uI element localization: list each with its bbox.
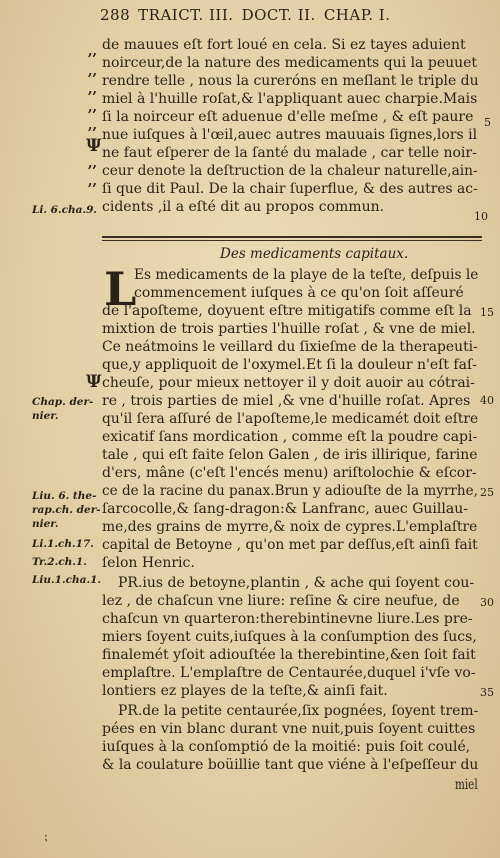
text-line: noirceur,de la nature des medicaments qui la peuuet (102, 55, 478, 71)
quote-mark: ,, (88, 64, 98, 79)
text-line: Es medicaments de la playe de la teſte, deſpuis le (134, 267, 479, 283)
margin-reference: Li. 6.cha.9. (32, 204, 98, 216)
text-line: PR.de la petite centaurée,ſix pognées, ſoyent trem- (118, 703, 479, 719)
text-line: lez , de chaſcun vne liure: reſine & cire neufue, de (102, 593, 460, 609)
page-number: 288 (100, 6, 131, 24)
margin-mark: 5 (484, 116, 491, 129)
quote-mark: ,, (88, 118, 98, 133)
text-line: ce de la racine du panax.Brun y adiouſte de la myrrhe, (102, 483, 478, 499)
line-number: 35 (480, 686, 494, 699)
catchword: miel (455, 777, 478, 793)
section-rule (102, 240, 482, 241)
header-traict: TRAICT. III. (138, 6, 234, 24)
quote-mark: ,, (88, 174, 98, 189)
margin-reference: Tr.2.ch.1. (32, 556, 87, 568)
quote-mark: ,, (88, 100, 98, 115)
margin-reference: Liu. 6. the- (32, 490, 97, 502)
text-line: ſelon Henric. (102, 555, 195, 571)
text-line: miers ſoyent cuits,iuſques à la conſumption des ſucs, (102, 629, 477, 645)
text-line: PR.ius de betoyne,plantin , & ache qui ſoyent cou- (118, 575, 475, 591)
drop-capital: L (104, 262, 137, 316)
section-title: Des medicaments capitaux. (220, 246, 409, 262)
paragraph-mark-icon: Ψ (86, 136, 102, 156)
text-line: ſi la noirceur eſt aduenue d'elle meſme , & eſt paure (102, 109, 474, 125)
margin-reference: rap.ch. der- (32, 504, 101, 516)
paragraph-mark-icon: Ψ (86, 372, 102, 392)
text-line: Ce neátmoins le veillard du ſixieſme de la therapeuti- (102, 339, 478, 355)
text-line: nue iuſques à l'œil,auec autres mauuais ſignes,lors il (102, 127, 478, 143)
header-doct: DOCT. II. (241, 6, 316, 24)
text-line: iuſques à la conſomptió de la moitié: puis ſoit coulé, (102, 739, 471, 755)
section-rule (102, 236, 482, 238)
line-number: 30 (480, 596, 494, 609)
text-line: finalemét yſoit adiouſtée la therebintine,&en ſoit fait (102, 647, 476, 663)
text-line: qu'il ſera aſſuré de l'apoſteme,le medicamét doit eſtre (102, 411, 479, 427)
line-number: 25 (480, 486, 494, 499)
text-line: mixtion de trois parties l'huille roſat , & vne de miel. (102, 321, 476, 337)
running-header (100, 6, 490, 28)
text-line: cidents ,il a eſté dit au propos commun. (102, 199, 385, 215)
text-line: me,des grains de myrre,& noix de cypres.L'emplaſtre (102, 519, 478, 535)
quote-mark: ,, (88, 156, 98, 171)
quote-mark: ,, (88, 44, 98, 59)
text-line: ne faut eſperer de la ſanté du malade , car telle noir- (102, 145, 477, 161)
margin-reference: Liu.1.cha.1. (32, 574, 102, 586)
text-line: tale , qui eſt faite ſelon Galen , de iris illirique, farine (102, 447, 478, 463)
text-line: ſarcocolle,& ſang-dragon:& Lanfranc, auec Guillau- (102, 501, 468, 517)
text-line: exicatif ſans mordication , comme eſt la poudre capi- (102, 429, 478, 445)
text-line: de mauues eſt fort loué en cela. Si ez tayes aduient (102, 37, 466, 53)
text-line: d'ers, mâne (c'eſt l'encés menu) ariſtolochie & eſcor- (102, 465, 477, 481)
margin-reference: nier. (32, 518, 59, 530)
line-number: 10 (474, 210, 488, 223)
margin-reference: nier. (32, 410, 59, 422)
text-line: pées en vin blanc durant vne nuit,puis ſoyent cuittes (102, 721, 476, 737)
header-chap: CHAP. I. (323, 6, 391, 24)
line-number: 15 (480, 306, 494, 319)
text-line: rendre telle , nous la cureróns en meſlant le triple du (102, 73, 479, 89)
text-line: & la coulature boüillie tant que viéne à l'eſpeſſeur du (102, 757, 479, 773)
text-line: que,y appliquoit de l'oxymel.Et ſi la douleur n'eſt faſ- (102, 357, 477, 373)
quote-mark: ,, (88, 82, 98, 97)
text-line: capital de Betoyne , qu'on met par deſſus,eſt ainſi fait (102, 537, 478, 553)
page-blemish: ⁏ (44, 830, 48, 843)
text-line: chaſcun vn quarteron:therebintinevne liure.Les pre- (102, 611, 473, 627)
margin-reference: Li.1.ch.17. (32, 538, 94, 550)
text-line: lontiers ez playes de la teſte,& ainſi fait. (102, 683, 388, 699)
text-line: miel à l'huille roſat,& l'appliquant auec charpie.Mais (102, 91, 478, 107)
text-line: ceur denote la deſtruction de la chaleur naturelle,ain- (102, 163, 478, 179)
margin-reference: Chap. der- (32, 396, 94, 408)
text-line: cheuſe, pour mieux nettoyer il y doit auoir au cótrai- (102, 375, 475, 391)
text-line: commencement iuſques à ce qu'on ſoit aſſeuré (134, 285, 464, 301)
text-line: ſi que dit Paul. De la chair ſuperflue, & des autres ac- (102, 181, 478, 197)
text-line: de l'apoſteme, doyuent eſtre mitigatifs comme eſt la (102, 303, 472, 319)
line-number: 40 (480, 394, 494, 407)
text-line: re , trois parties de miel ,& vne d'huille roſat. Apres (102, 393, 471, 409)
text-line: emplaſtre. L'emplaſtre de Centaurée,duquel i'vſe vo- (102, 665, 476, 681)
